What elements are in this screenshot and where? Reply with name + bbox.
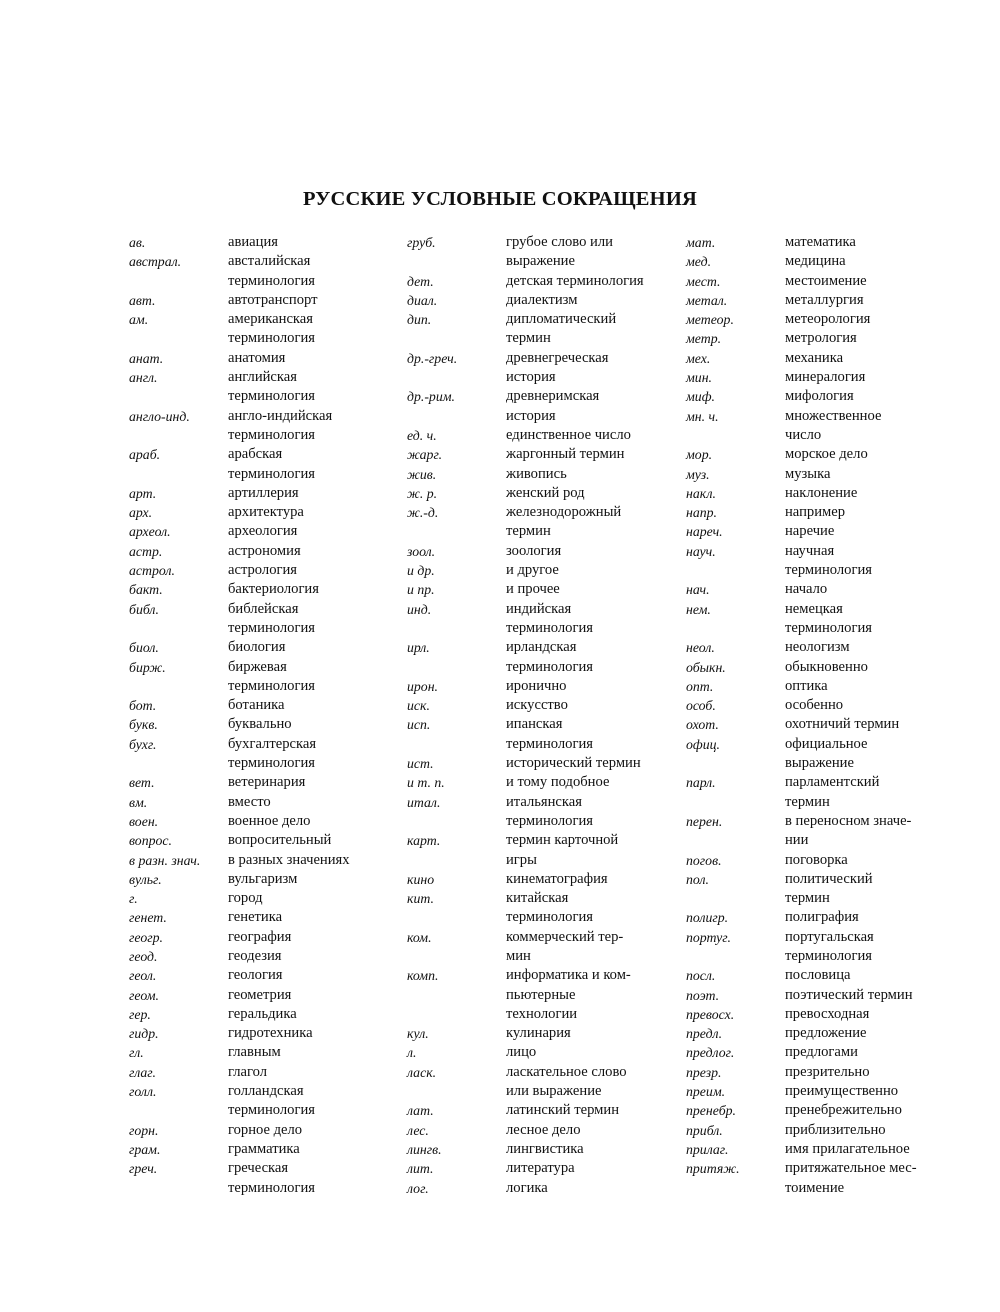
definition: литература [506,1160,575,1177]
abbreviation: миф. [686,389,715,405]
definition: женский род [506,484,585,501]
abbreviation: др.-греч. [407,350,458,366]
abbreviation: посл. [686,968,716,984]
definition: коммерческий тер- [506,928,624,945]
definition: в переносном значе- [785,812,912,829]
definition: гидротехника [228,1025,313,1042]
page-title: РУССКИЕ УСЛОВНЫЕ СОКРАЩЕНИЯ [303,188,697,210]
abbreviation: археол. [129,524,171,540]
definition: авиация [228,234,278,250]
abbreviation: поэт. [686,987,720,1003]
abbreviation: особ. [686,698,716,714]
definition: начало [785,581,828,598]
definition: детская терминология [506,272,644,289]
definition: история [506,369,556,386]
definition: история [506,407,556,424]
definition: древнегреческая [506,349,609,366]
definition: местоимение [785,272,867,289]
abbreviation: жарг. [407,447,443,463]
abbreviation: пренебр. [686,1103,736,1119]
definition: минералогия [785,369,866,386]
abbreviation: презр. [686,1064,722,1080]
definition: термин [785,793,830,810]
abbreviation: лит. [407,1161,434,1177]
definition: и прочее [506,581,560,598]
abbreviation: вм. [129,794,148,810]
definition: терминология [228,272,315,289]
definition: дипломатический [506,311,617,328]
definition: американская [228,311,313,328]
definition: терминология [785,619,872,636]
definition: биология [228,639,286,656]
definition: пословица [785,967,851,984]
abbreviation: охот. [686,717,719,733]
definition: главным [228,1044,281,1061]
abbreviation: ам. [129,312,149,328]
definition: португальская [785,928,874,945]
definition: генетика [228,909,283,926]
definition: мифология [785,388,854,405]
abbreviation: астрол. [129,563,175,579]
abbreviation: груб. [407,235,436,250]
definition: наречие [785,523,835,540]
definition: военное дело [228,812,311,829]
abbreviation: исп. [407,717,431,733]
definition: древнеримская [506,388,600,405]
definition: число [785,426,822,443]
definition: архитектура [228,504,304,521]
definition: поговорка [785,851,848,868]
definition: искусство [506,697,568,714]
abbreviation: карт. [407,833,441,849]
abbreviation: ком. [407,929,432,945]
definition: зоология [506,542,562,559]
definition: археология [228,523,298,540]
definition: бухгалтерская [228,735,317,752]
definition: предложение [785,1025,867,1042]
abbreviation: вет. [129,775,155,791]
definition: притяжательное мес- [785,1160,917,1177]
abbreviation: арх. [129,505,153,521]
abbreviation: мед. [686,254,712,270]
definition: география [228,928,292,945]
abbreviation: метал. [686,292,728,308]
definition: терминология [228,1179,315,1196]
definition: термин карточной [506,832,619,849]
definition: ласкательное слово [506,1063,627,1080]
definition: научная [785,542,835,559]
definition: немецкая [785,600,843,617]
abbreviation: кино [407,871,435,887]
abbreviation: погов. [686,852,722,868]
abbreviation: грам. [129,1141,161,1157]
abbreviation: бот. [129,698,157,714]
definition: или выражение [506,1083,602,1100]
abbreviation: нач. [686,582,710,598]
abbreviation: арт. [129,485,157,501]
definition: и другое [506,562,559,579]
definition: бактериология [228,581,319,598]
definition: терминология [228,330,315,347]
definition: превосходная [785,1005,870,1022]
definition: термин [785,890,830,907]
definition: лингвистика [506,1140,584,1157]
abbreviation: бакт. [129,582,163,598]
abbreviation: и т. п. [407,775,445,791]
definition: игры [506,851,537,868]
abbreviation: дип. [407,312,432,328]
abbreviation: мин. [686,370,712,386]
abbreviation: обыкн. [686,659,726,675]
definition: жаргонный термин [506,446,625,463]
abbreviation: прилаг. [686,1141,729,1157]
definition: астрономия [228,542,301,559]
abbreviation: офиц. [686,736,720,752]
abbreviation: глаг. [129,1064,156,1080]
abbreviation: дет. [407,273,434,289]
definition: терминология [506,619,593,636]
definition: итальянская [506,793,582,810]
abbreviation: прибл. [686,1122,723,1138]
abbreviation: жив. [407,466,437,482]
abbreviation: метр. [686,331,722,347]
definition: латинский термин [506,1102,620,1119]
abbreviation: муз. [686,466,710,482]
definition: в разных значениях [228,851,350,868]
abbreviation: мех. [686,350,711,366]
abbreviation: предл. [686,1026,723,1042]
abbreviation: лог. [407,1180,429,1196]
definition: терминология [785,562,872,579]
abbreviation: англ. [129,370,158,386]
definition: анатомия [228,349,286,366]
definition: нии [785,832,809,849]
definition: технологии [506,1005,578,1022]
definition: охотничий термин [785,716,900,733]
definition: терминология [228,755,315,772]
definition: пьютерные [506,986,576,1003]
abbreviation: астр. [129,543,163,559]
abbreviation: мн. ч. [686,408,719,424]
definition: терминология [228,1102,315,1119]
abbreviation: вопрос. [129,833,172,849]
definition: горное дело [228,1121,303,1138]
abbreviation: гл. [129,1045,144,1061]
abbreviation: ж. р. [407,485,438,501]
definition: вульгаризм [228,870,298,887]
definition: терминология [506,909,593,926]
abbreviation: бухг. [129,736,157,752]
definition: астрология [228,562,297,579]
abbreviation: бирж. [129,659,166,675]
abbreviation: предлог. [686,1045,735,1061]
abbreviation: л. [407,1045,417,1061]
definition: индийская [506,600,572,617]
abbreviation: нареч. [686,524,723,540]
abbreviation: метеор. [686,312,734,328]
abbreviation: геол. [129,968,157,984]
definition: метеорология [785,311,871,328]
abbreviation: полигр. [686,910,729,926]
abbreviation: анат. [129,350,164,366]
definition: обыкновенно [785,658,868,675]
definition: ипанская [506,716,563,733]
definition: глагол [228,1063,268,1080]
definition: диалектизм [506,291,578,308]
abbreviation: и пр. [407,582,435,598]
definition: арабская [228,446,283,463]
definition: библейская [228,600,299,617]
abbreviation: иск. [407,698,430,714]
abbreviation: мат. [686,235,716,250]
abbreviation: горн. [129,1122,159,1138]
abbreviation: ед. ч. [407,427,437,443]
definition: автотранспорт [228,291,318,308]
definition: механика [785,349,844,366]
definition: приблизительно [785,1121,886,1138]
definition: парламентский [785,774,880,791]
abbreviation: науч. [686,543,716,559]
abbreviation: др.-рим. [407,389,455,405]
definition: город [228,890,263,907]
definition: исторический термин [506,755,641,772]
abbreviation: ав. [129,235,146,250]
abbreviation: греч. [129,1161,158,1177]
abbreviation: букв. [129,717,158,733]
abbreviation: в разн. знач. [129,852,201,868]
definition: геометрия [228,986,292,1003]
abbreviation: лат. [407,1103,434,1119]
definition: медицина [785,253,846,270]
abbreviation: воен. [129,813,159,829]
abbreviation: мест. [686,273,721,289]
abbreviation: нем. [686,601,711,617]
definition: термин [506,330,551,347]
definition: метрология [785,330,857,347]
definition: термин [506,523,551,540]
abbreviation: зоол. [407,543,436,559]
definition: терминология [506,735,593,752]
definition: терминология [228,426,315,443]
definition: музыка [785,465,831,482]
abbreviation: геогр. [129,929,163,945]
definition: кинематография [506,870,608,887]
definition: терминология [228,619,315,636]
abbreviation: комп. [407,968,439,984]
abbreviation: и др. [407,563,435,579]
definition: выражение [785,755,854,772]
definition: терминология [228,677,315,694]
definition: оптика [785,677,828,694]
abbreviation: инд. [407,601,432,617]
definition: вопросительный [228,832,332,849]
definition: живопись [506,465,567,482]
definition: морское дело [785,446,868,463]
definition: железнодорожный [506,504,622,521]
definition: греческая [228,1160,289,1177]
definition: презрительно [785,1063,870,1080]
abbreviation: напр. [686,505,717,521]
abbreviation: опт. [686,678,714,694]
abbreviation: португ. [686,929,731,945]
abbreviation: притяж. [686,1161,740,1177]
definition: голландская [228,1083,304,1100]
definition: единственное число [506,426,631,443]
abbreviation: голл. [129,1084,157,1100]
definition: грубое слово или [506,234,613,250]
abbreviation: кул. [407,1026,429,1042]
abbreviation: австрал. [129,254,182,270]
definition: лицо [506,1044,537,1061]
abbreviation: вульг. [129,871,162,887]
definition: иронично [506,677,567,694]
definition: и тому подобное [506,774,610,791]
definition: информатика и ком- [506,967,631,984]
abbreviation: ирл. [407,640,430,656]
abbreviation: преим. [686,1084,726,1100]
definition: неологизм [785,639,850,656]
abbreviation: диал. [407,292,438,308]
definition: политический [785,870,873,887]
definition: австалийская [228,253,311,270]
definition: пренебрежительно [785,1102,902,1119]
definition: металлургия [785,291,864,308]
definition: тоимение [785,1179,845,1196]
definition: терминология [785,947,872,964]
abbreviation: лингв. [407,1141,442,1157]
abbreviation: библ. [129,601,159,617]
abbreviation: итал. [407,794,441,810]
abbreviation: накл. [686,485,716,501]
abbreviation: ласк. [407,1064,437,1080]
abbreviation: генет. [129,910,167,926]
abbreviation: биол. [129,640,159,656]
definition: математика [785,234,856,250]
abbreviation: кит. [407,891,434,907]
definition: выражение [506,253,575,270]
definition: ирландская [506,639,577,656]
abbreviation: мор. [686,447,713,463]
definition: артиллерия [228,484,299,501]
abbreviation: г. [129,891,138,907]
abbreviation: парл. [686,775,716,791]
definition: буквально [228,716,292,733]
definition: полиграфия [785,909,859,926]
definition: кулинария [506,1025,571,1042]
definition: геология [228,967,283,984]
definition: мин [506,947,531,964]
definition: имя прилагательное [785,1140,910,1157]
definition: китайская [506,890,569,907]
abbreviation: араб. [129,447,161,463]
definition: терминология [506,658,593,675]
definition: терминология [506,812,593,829]
definition: официальное [785,735,868,752]
abbreviation: ирон. [407,678,438,694]
abbreviation: превосх. [686,1006,735,1022]
abbreviation: лес. [407,1122,429,1138]
definition: англо-индийская [228,407,333,424]
abbreviation: гидр. [129,1026,159,1042]
abbreviation: ж.-д. [407,505,439,521]
definition: лесное дело [506,1121,581,1138]
definition: например [785,504,846,521]
abbreviation: перен. [686,813,723,829]
definition: терминология [228,388,315,405]
definition: особенно [785,697,844,714]
abbreviation: гер. [129,1006,151,1022]
definition: поэтический термин [785,986,913,1003]
abbreviation: геом. [129,987,159,1003]
abbreviation: ист. [407,756,434,772]
abbreviation: авт. [129,292,156,308]
definition: геральдика [228,1005,297,1022]
abbreviation: неол. [686,640,715,656]
abbreviation: англо-инд. [129,408,190,424]
definition: предлогами [785,1044,858,1061]
definition: множественное [785,407,882,424]
definition: логика [506,1179,548,1196]
definition: наклонение [785,484,858,501]
abbreviation: геод. [129,948,158,964]
definition: ботаника [228,697,285,714]
definition: грамматика [228,1140,300,1157]
definition: геодезия [228,947,282,964]
definition: ветеринария [228,774,306,791]
definition: вместо [228,793,271,810]
definition: преимущественно [785,1083,899,1100]
definition: биржевая [228,658,287,675]
definition: английская [228,369,297,386]
abbreviation: пол. [686,871,709,887]
definition: терминология [228,465,315,482]
